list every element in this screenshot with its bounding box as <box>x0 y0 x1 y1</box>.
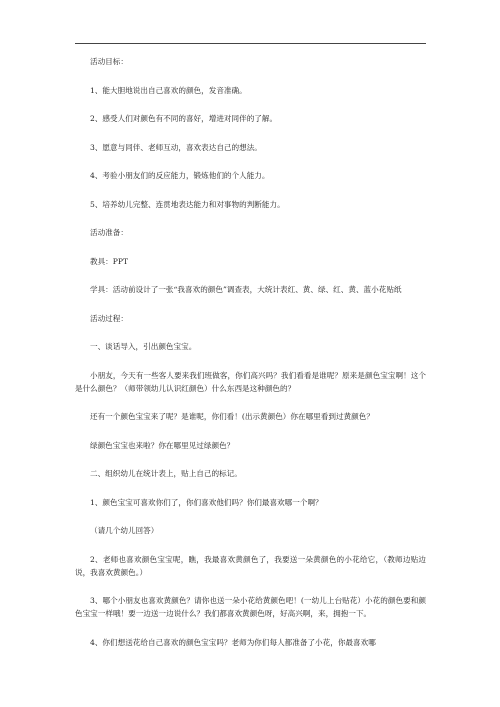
paragraph-step-1-yellow: 还有一个颜色宝宝来了呢？是谁呢，你们看！(出示黄颜色）你在哪里看到过黄颜色？ <box>90 412 374 421</box>
paragraph-step-2-item-4: 4、你们想送花给自己喜欢的颜色宝宝吗？老师为你们每人都准备了小花，你最喜欢哪 <box>90 637 376 647</box>
paragraph-step-1-intro: 小朋友，今天有一些客人要来我们班做客，你们高兴吗？我们看看是谁呢？原来是颜色宝宝啊！这个是什么颜色？（师带领幼儿认识红颜色）什么东西是这种颜色的？ <box>75 370 426 393</box>
paragraph-objective-2: 2、感受人们对颜色有不同的喜好，增进对同伴的了解。 <box>90 114 278 123</box>
paragraph-step-2-item-1: 1、颜色宝宝可喜欢你们了，你们喜欢他们吗？你们最喜欢哪一个啊？ <box>90 497 323 507</box>
paragraph-step-2-heading: 二、组织幼儿在统计表上，贴上自己的标记。 <box>90 469 242 478</box>
paragraph-step-2-note: （请几个幼儿回答） <box>90 526 159 535</box>
paragraph-objective-5: 5、培养幼儿完整、连贯地表达能力和对事物的判断能力。 <box>90 199 285 209</box>
paragraph-step-2-item-2: 2、老师也喜欢颜色宝宝呢，瞧，我最喜欢黄颜色了，我要送一朵黄颜色的小花给它，（教师边贴边说，我喜欢黄颜色。） <box>75 554 426 577</box>
paragraph-step-2-item-3: 3、哪个小朋友也喜欢黄颜色？请你也送一朵小花给黄颜色吧！(一幼儿上台贴花）小花的颜色要和颜色宝宝一样哦！要一边送一边说什么？我们都喜欢黄颜色呀，好高兴啊，来，拥抱一下。 <box>75 596 426 618</box>
paragraph-objective-1: 1、能大胆地说出自己喜欢的颜色，发音准确。 <box>90 85 247 95</box>
header-rule <box>75 43 426 44</box>
paragraph-step-1-green: 绿颜色宝宝也来啦？你在哪里见过绿颜色？ <box>90 440 235 450</box>
document-body <box>75 55 426 664</box>
paragraph-preparation-heading: 活动准备： <box>90 228 128 237</box>
paragraph-objective-4: 4、考验小朋友们的反应能力，锻炼他们的个人能力。 <box>90 171 270 180</box>
paragraph-process-heading: 活动过程： <box>90 313 128 323</box>
paragraph-learning-materials: 学具：活动前设计了一张“我喜欢的颜色”调查表，大统计表红、黄、绿、红、黄、蓝小花贴纸 <box>90 285 402 294</box>
paragraph-step-1-heading: 一、谈话导入，引出颜色宝宝。 <box>90 342 197 351</box>
paragraph-objectives-heading: 活动目标： <box>90 57 128 66</box>
paragraph-objective-3: 3、愿意与同伴、老师互动，喜欢表达自己的想法。 <box>90 142 262 152</box>
paragraph-teaching-aids: 教具：PPT <box>90 256 129 266</box>
